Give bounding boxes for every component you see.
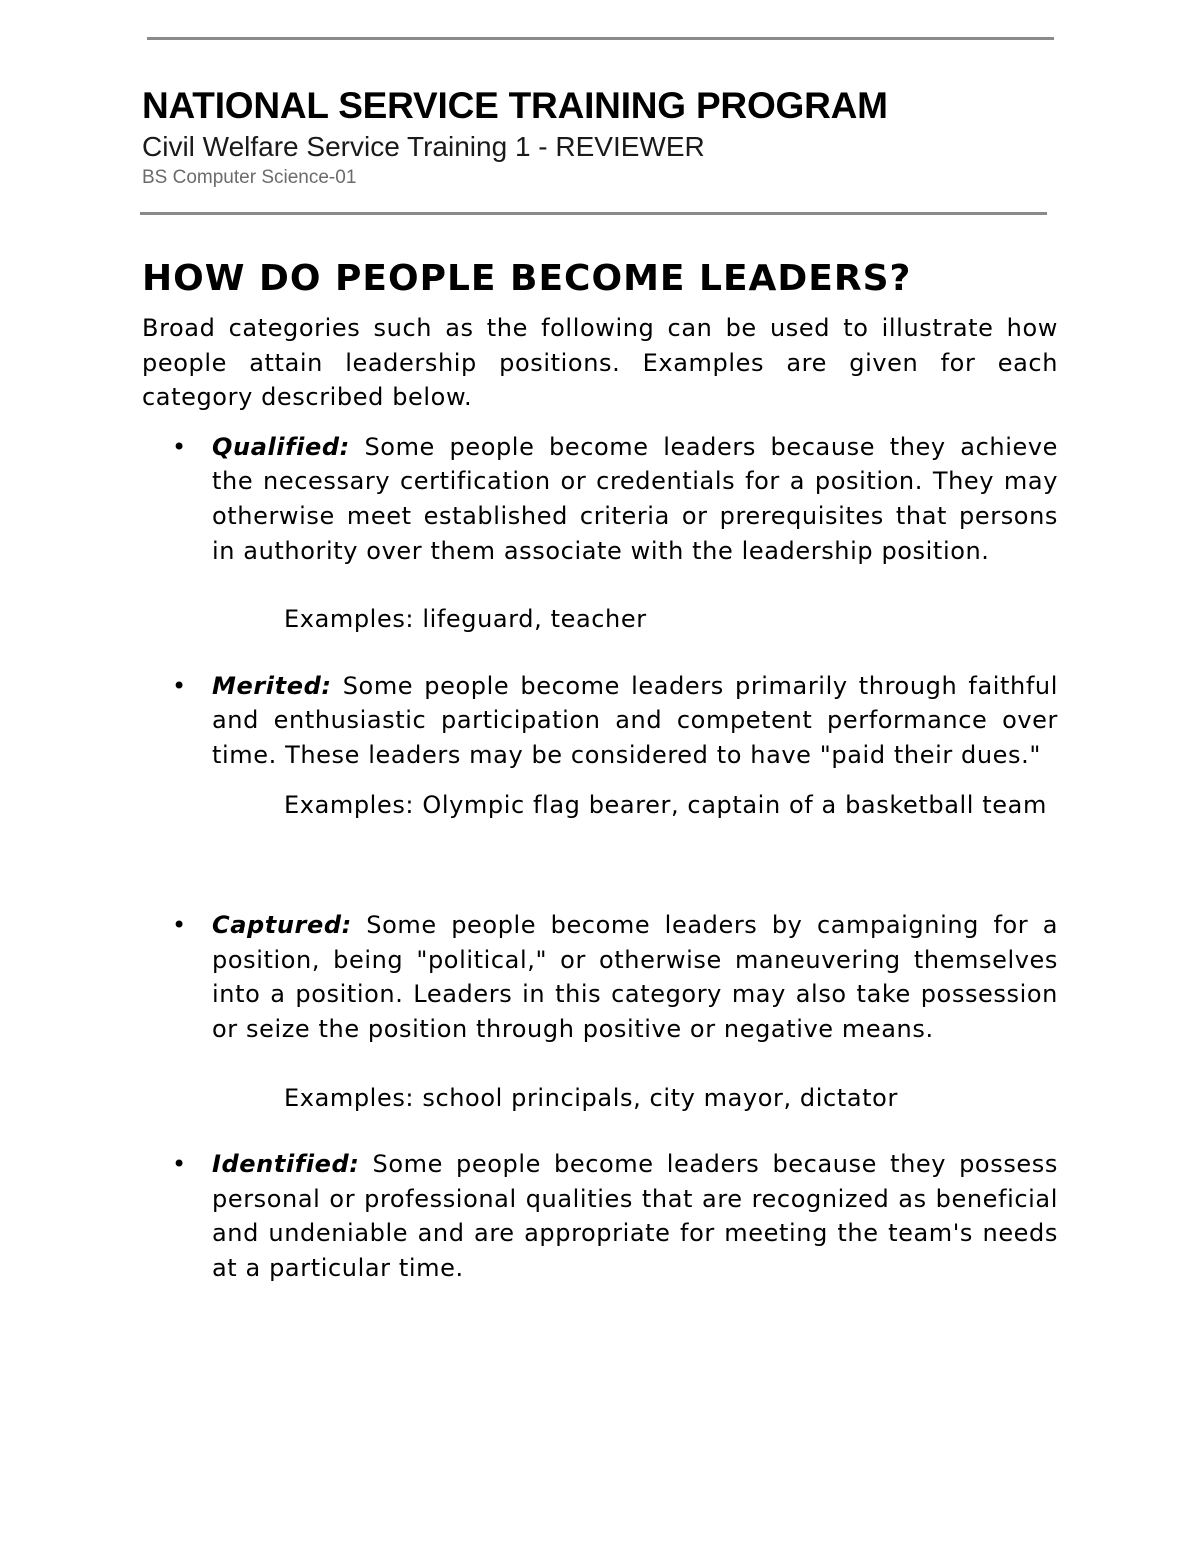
bullet-icon: •: [172, 1150, 187, 1179]
header-bottom-rule: [140, 212, 1047, 215]
term-label: Identified:: [212, 1150, 360, 1179]
item-description: Some people become leaders because they possess personal or professional qualities that are recognized as beneficial and undeniable and are appropriate for meeting the team's needs at a particular time.: [212, 1150, 1058, 1282]
term-label: Captured:: [212, 911, 352, 940]
examples-text: Examples: lifeguard, teacher: [284, 605, 647, 634]
list-item-qualified: [142, 430, 1058, 637]
term-label: Merited:: [212, 671, 332, 700]
document-title: NATIONAL SERVICE TRAINING PROGRAM: [142, 85, 888, 126]
leader-categories-list: [142, 430, 1058, 1286]
document-body: [142, 258, 1058, 1285]
item-description: Some people become leaders primarily through faithful and enthusiastic participation and competent performance over time. These leaders may be considered to have "paid their dues.": [212, 671, 1058, 769]
examples-text: Examples: school principals, city mayor, dictator: [284, 1083, 898, 1112]
examples-text: Examples: Olympic flag bearer, captain of a basketball team: [284, 790, 1047, 819]
document-header: [142, 82, 1062, 192]
header-top-rule: [147, 37, 1054, 40]
intro-paragraph: Broad categories such as the following can be used to illustrate how people attain leadership positions. Examples are given for each category described below.: [142, 314, 1058, 412]
list-item-identified: [142, 1147, 1058, 1285]
list-item-merited: [142, 669, 1058, 822]
section-heading: HOW DO PEOPLE BECOME LEADERS?: [142, 258, 912, 299]
class-label: BS Computer Science-01: [142, 167, 357, 188]
term-label: Qualified:: [212, 432, 350, 461]
bullet-icon: •: [172, 432, 187, 461]
bullet-icon: •: [172, 911, 187, 940]
item-description: Some people become leaders by campaigning for a position, being "political," or otherwise maneuvering themselves into a position. Leaders in this category may also take possession or seize the position through positive or negative means.: [212, 911, 1058, 1043]
bullet-icon: •: [172, 671, 187, 700]
item-description: Some people become leaders because they achieve the necessary certification or credentials for a position. They may otherwise meet established criteria or prerequisites that persons in authority over them associate with the leadership position.: [212, 432, 1058, 565]
list-item-captured: [142, 908, 1058, 1115]
document-subtitle: Civil Welfare Service Training 1 - REVIEWER: [142, 131, 705, 162]
